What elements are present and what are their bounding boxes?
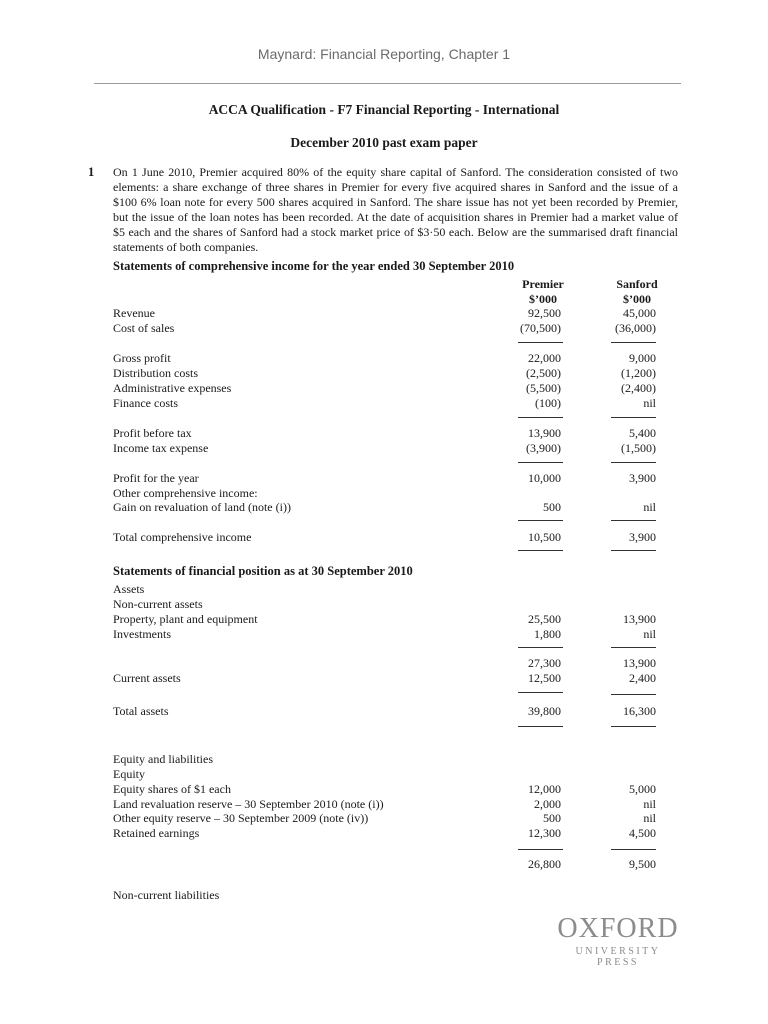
document-subtitle: December 2010 past exam paper <box>290 135 478 150</box>
row-label: Equity <box>113 767 145 781</box>
row-label: Assets <box>113 582 145 596</box>
land-revaluation-reserve-row <box>113 797 673 812</box>
total-rule <box>611 726 656 727</box>
subtotal-rule <box>518 520 563 521</box>
sanford-value: (1,200) <box>621 366 656 380</box>
row-label: Other equity reserve – 30 September 2009 (note (iv)) <box>113 811 369 825</box>
ppe-row <box>113 612 673 627</box>
premier-value: 10,000 <box>528 471 561 485</box>
sanford-value: (1,500) <box>621 441 656 455</box>
row-label: Other comprehensive income: <box>113 486 258 500</box>
profit-before-tax-row <box>113 426 673 441</box>
row-label: Revenue <box>113 306 155 320</box>
premier-value: 39,800 <box>528 704 561 718</box>
sanford-value: 5,400 <box>629 426 656 440</box>
sanford-value: nil <box>643 500 656 514</box>
sanford-value: 16,300 <box>623 704 656 718</box>
sanford-value: (36,000) <box>615 321 656 335</box>
subtotal-rule <box>518 647 563 648</box>
subtotal-rule <box>611 647 656 648</box>
row-label: Equity and liabilities <box>113 752 213 766</box>
subtotal-rule <box>518 462 563 463</box>
premier-value: 500 <box>543 500 561 514</box>
sanford-column-unit: $’000 <box>623 292 651 306</box>
row-label: Land revaluation reserve – 30 September 2010 (note (i)) <box>113 797 384 811</box>
row-label: Non-current liabilities <box>113 888 220 902</box>
sanford-value: 13,900 <box>623 656 656 670</box>
running-head: Maynard: Financial Reporting, Chapter 1 <box>257 46 511 62</box>
subtotal-rule <box>611 462 656 463</box>
income-tax-row <box>113 441 673 456</box>
row-label: Property, plant and equipment <box>113 612 258 626</box>
premier-column-name: Premier <box>522 277 564 291</box>
sanford-value: nil <box>643 396 656 410</box>
premier-value: (70,500) <box>520 321 561 335</box>
profit-for-year-row <box>113 471 673 486</box>
gross-profit-row <box>113 351 673 366</box>
subtotal-rule <box>611 849 656 850</box>
subtotal-rule <box>611 342 656 343</box>
document-title: ACCA Qualification - F7 Financial Reporting - International <box>208 102 560 117</box>
row-label: Total comprehensive income <box>113 530 252 544</box>
question-intro: On 1 June 2010, Premier acquired 80% of the equity share capital of Sanford. The consideration consisted of two elements: a share exchange of three shares in Premier for every five acquired shares in Sanford and the issue of a $100 6% loan note for every 500 shares acquired in Sanford. The share issue has not yet been recorded by Premier, but the issue of the loan notes has been recorded. At the date of acquisition shares in Premier had a market value of $5 each and the shares of Sanford had a stock market price of $3·50 each. Below are the summarised draft financial statements of both companies. <box>113 165 678 254</box>
distribution-costs-row <box>113 366 673 381</box>
equity-shares-row <box>113 782 673 797</box>
sanford-column-name: Sanford <box>616 277 658 291</box>
row-label: Profit for the year <box>113 471 199 485</box>
subtotal-rule <box>518 342 563 343</box>
subtotal-rule <box>611 694 656 695</box>
income-statement-heading: Statements of comprehensive income for the year ended 30 September 2010 <box>113 259 515 273</box>
revenue-row <box>113 306 673 321</box>
row-label: Administrative expenses <box>113 381 232 395</box>
total-assets-row <box>113 704 673 719</box>
row-label: Gain on revaluation of land (note (i)) <box>113 500 291 514</box>
row-label: Finance costs <box>113 396 178 410</box>
row-label: Current assets <box>113 671 181 685</box>
cost-of-sales-row <box>113 321 673 336</box>
equity-label-row <box>113 767 673 782</box>
current-assets-row <box>113 671 673 686</box>
financial-position-heading: Statements of financial position as at 30 September 2010 <box>113 564 413 578</box>
sanford-value: nil <box>643 811 656 825</box>
sanford-value: 4,500 <box>629 826 656 840</box>
premier-value: 27,300 <box>528 656 561 670</box>
assets-label-row <box>113 582 673 597</box>
revaluation-gain-row <box>113 500 673 515</box>
row-label: Equity shares of $1 each <box>113 782 231 796</box>
sanford-value: 9,500 <box>629 857 656 871</box>
premier-value: (5,500) <box>526 381 561 395</box>
premier-value: 25,500 <box>528 612 561 626</box>
premier-column-unit: $’000 <box>529 292 557 306</box>
premier-value: 10,500 <box>528 530 561 544</box>
premier-value: (2,500) <box>526 366 561 380</box>
row-label: Retained earnings <box>113 826 200 840</box>
row-label: Investments <box>113 627 171 641</box>
sanford-value: 3,900 <box>629 471 656 485</box>
sanford-value: nil <box>643 797 656 811</box>
subtotal-rule <box>518 692 563 693</box>
sanford-column-header <box>601 277 673 307</box>
oci-label-row <box>113 486 673 501</box>
publisher-name: OXFORD <box>557 913 679 944</box>
sanford-value: 2,400 <box>629 671 656 685</box>
premier-value: 2,000 <box>534 797 561 811</box>
premier-value: 26,800 <box>528 857 561 871</box>
subtotal-rule <box>611 520 656 521</box>
row-label: Non-current assets <box>113 597 203 611</box>
finance-costs-row <box>113 396 673 411</box>
premier-value: (3,900) <box>526 441 561 455</box>
row-label: Cost of sales <box>113 321 175 335</box>
oxford-university-press-logo <box>556 914 680 968</box>
premier-value: 500 <box>543 811 561 825</box>
premier-value: 12,500 <box>528 671 561 685</box>
sanford-value: (2,400) <box>621 381 656 395</box>
premier-value: 12,000 <box>528 782 561 796</box>
sanford-value: nil <box>643 627 656 641</box>
row-label: Gross profit <box>113 351 171 365</box>
admin-expenses-row <box>113 381 673 396</box>
retained-earnings-row <box>113 826 673 841</box>
premier-value: 1,800 <box>534 627 561 641</box>
non-current-liabilities-label-row <box>113 888 673 903</box>
question-number: 1 <box>88 165 95 179</box>
premier-value: 22,000 <box>528 351 561 365</box>
total-rule <box>518 726 563 727</box>
row-label: Income tax expense <box>113 441 209 455</box>
header-rule <box>94 83 681 84</box>
equity-total-row <box>113 857 673 872</box>
subtotal-rule <box>518 417 563 418</box>
premier-value: (100) <box>535 396 561 410</box>
premier-value: 12,300 <box>528 826 561 840</box>
sanford-value: 3,900 <box>629 530 656 544</box>
non-current-assets-label-row <box>113 597 673 612</box>
other-equity-reserve-row <box>113 811 673 826</box>
premier-column-header <box>508 277 578 307</box>
total-rule <box>518 550 563 551</box>
sanford-value: 45,000 <box>623 306 656 320</box>
row-label: Distribution costs <box>113 366 199 380</box>
premier-value: 92,500 <box>528 306 561 320</box>
subtotal-rule <box>518 849 563 850</box>
non-current-assets-subtotal-row <box>113 656 673 671</box>
row-label: Profit before tax <box>113 426 192 440</box>
total-comprehensive-income-row <box>113 530 673 545</box>
publisher-subline: UNIVERSITY PRESS <box>575 946 661 968</box>
sanford-value: 9,000 <box>629 351 656 365</box>
premier-value: 13,900 <box>528 426 561 440</box>
equity-liabilities-label-row <box>113 752 673 767</box>
sanford-value: 5,000 <box>629 782 656 796</box>
row-label: Total assets <box>113 704 169 718</box>
subtotal-rule <box>611 417 656 418</box>
total-rule <box>611 550 656 551</box>
investments-row <box>113 627 673 642</box>
sanford-value: 13,900 <box>623 612 656 626</box>
